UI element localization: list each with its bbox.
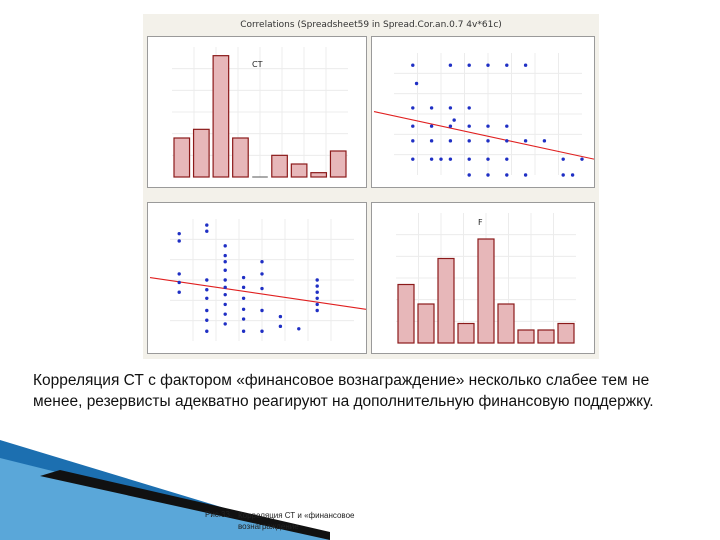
histogram-bar	[174, 138, 190, 177]
histogram-f-svg	[372, 203, 596, 355]
scatter-point	[562, 173, 565, 176]
scatter-point	[449, 64, 452, 67]
scatter-ct-f-panel	[371, 36, 595, 188]
scatter-point	[468, 157, 471, 160]
scatter-point	[242, 308, 245, 311]
scatter-point	[430, 106, 433, 109]
scatter-point	[224, 322, 227, 325]
scatter-point	[411, 157, 414, 160]
scatter-point	[224, 260, 227, 263]
scatter-point	[571, 173, 574, 176]
histogram-f-panel	[371, 202, 595, 354]
scatter-point	[178, 232, 181, 235]
scatter-point	[505, 125, 508, 128]
scatter-point	[224, 303, 227, 306]
histogram-bar	[330, 151, 346, 177]
scatter-point	[449, 139, 452, 142]
scatter-point	[242, 297, 245, 300]
scatter-point	[316, 303, 319, 306]
scatter-point	[411, 64, 414, 67]
scatter-point	[505, 64, 508, 67]
scatter-point	[205, 223, 208, 226]
histogram-ct-panel	[147, 36, 367, 188]
scatter-point	[486, 157, 489, 160]
scatter-point	[524, 64, 527, 67]
correlation-figure	[143, 14, 599, 359]
scatter-point	[279, 315, 282, 318]
histogram-bar	[478, 239, 494, 343]
scatter-point	[452, 118, 455, 121]
scatter-point	[430, 157, 433, 160]
scatter-point	[205, 278, 208, 281]
scatter-point	[224, 278, 227, 281]
scatter-point	[224, 254, 227, 257]
histogram-ct-svg	[148, 37, 368, 189]
scatter-point	[580, 157, 583, 160]
histogram-bar	[518, 330, 534, 343]
scatter-point	[242, 276, 245, 279]
histogram-bar	[272, 155, 288, 177]
scatter-point	[242, 330, 245, 333]
scatter-point	[205, 330, 208, 333]
scatter-point	[178, 281, 181, 284]
scatter-point	[439, 157, 442, 160]
scatter-point	[260, 260, 263, 263]
scatter-point	[316, 284, 319, 287]
scatter-point	[224, 244, 227, 247]
scatter-point	[260, 272, 263, 275]
histogram-bar	[311, 173, 327, 177]
scatter-point	[316, 309, 319, 312]
scatter-point	[411, 139, 414, 142]
histogram-bar	[291, 164, 307, 177]
figure-title: Correlations (Spreadsheet59 in Spread.Cor.an.0.7 4v*61c)	[240, 20, 502, 30]
scatter-point	[468, 125, 471, 128]
slide-number: Рис.33.	[205, 510, 233, 519]
scatter-point	[316, 278, 319, 281]
caption-text: Корреляция СТ с фактором «финансовое вознаграждение» несколько слабее тем не менее, резервисты адекватно реагируют на дополнительную финансовую поддержку.	[33, 372, 654, 410]
scatter-point	[205, 230, 208, 233]
scatter-point	[468, 64, 471, 67]
scatter-point	[242, 317, 245, 320]
histogram-bar	[213, 56, 229, 177]
histogram-bar	[438, 259, 454, 344]
scatter-point	[205, 288, 208, 291]
histogram-bar	[194, 129, 210, 177]
scatter-point	[205, 309, 208, 312]
scatter-point	[430, 125, 433, 128]
scatter-point	[505, 139, 508, 142]
scatter-point	[224, 286, 227, 289]
scatter-ct-f-svg	[372, 37, 596, 189]
scatter-point	[205, 319, 208, 322]
scatter-point	[543, 139, 546, 142]
scatter-point	[486, 139, 489, 142]
scatter-point	[316, 297, 319, 300]
scatter-point	[505, 157, 508, 160]
panel-variable-label: F	[478, 218, 483, 227]
scatter-point	[178, 291, 181, 294]
scatter-point	[505, 173, 508, 176]
scatter-point	[415, 82, 418, 85]
scatter-point	[224, 293, 227, 296]
scatter-point	[468, 106, 471, 109]
panel-variable-label: CT	[252, 60, 263, 69]
scatter-point	[468, 139, 471, 142]
histogram-bar	[233, 138, 249, 177]
scatter-point	[411, 106, 414, 109]
scatter-point	[316, 291, 319, 294]
scatter-point	[524, 173, 527, 176]
regression-line	[374, 112, 594, 160]
scatter-point	[524, 139, 527, 142]
histogram-bar	[538, 330, 554, 343]
scatter-point	[242, 286, 245, 289]
histogram-bar	[458, 324, 474, 344]
scatter-point	[486, 173, 489, 176]
scatter-point	[205, 297, 208, 300]
footer-caption: Корреляция СТ и «финансовое вознаграждение	[238, 511, 355, 531]
histogram-bar	[398, 285, 414, 344]
scatter-point	[279, 325, 282, 328]
scatter-point	[297, 327, 300, 330]
histogram-bar	[418, 304, 434, 343]
scatter-point	[224, 269, 227, 272]
scatter-point	[430, 139, 433, 142]
scatter-f-ct-panel	[147, 202, 367, 354]
scatter-point	[486, 64, 489, 67]
scatter-point	[411, 125, 414, 128]
scatter-point	[562, 157, 565, 160]
regression-line	[150, 278, 366, 310]
scatter-point	[178, 272, 181, 275]
scatter-point	[178, 239, 181, 242]
scatter-point	[486, 125, 489, 128]
scatter-point	[260, 287, 263, 290]
scatter-point	[449, 157, 452, 160]
scatter-point	[260, 309, 263, 312]
scatter-point	[449, 106, 452, 109]
scatter-point	[468, 173, 471, 176]
histogram-bar	[558, 324, 574, 344]
scatter-point	[449, 125, 452, 128]
scatter-f-ct-svg	[148, 203, 368, 355]
scatter-point	[260, 330, 263, 333]
histogram-bar	[498, 304, 514, 343]
scatter-point	[224, 312, 227, 315]
